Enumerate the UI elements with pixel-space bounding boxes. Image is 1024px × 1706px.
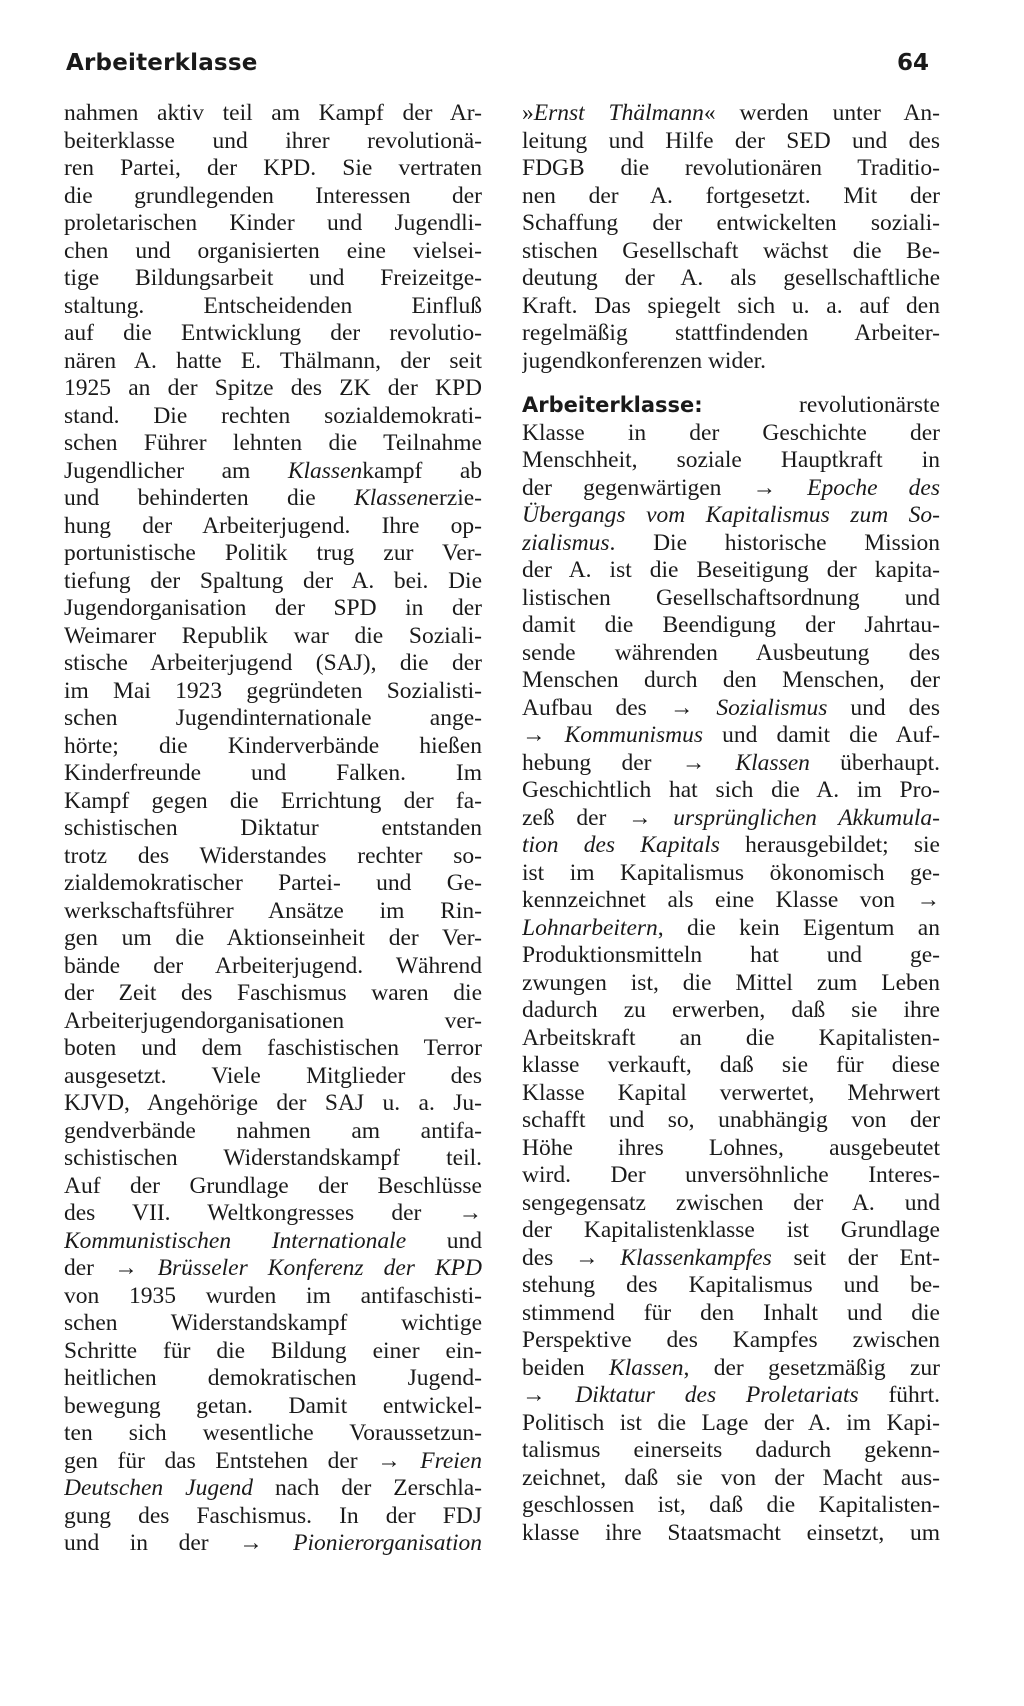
- text-line: nahmen aktiv teil am Kampf der Ar-: [64, 100, 482, 126]
- text-line: Aufbau des → Sozialismus und des: [522, 694, 940, 721]
- text-line: Menschen durch den Menschen, der: [522, 667, 940, 693]
- text-line: talismus einerseits dadurch gekenn-: [522, 1437, 940, 1463]
- text-line: Kraft. Das spiegelt sich u. a. auf den: [522, 292, 940, 319]
- text-line: gen für das Entstehen der → Freien: [64, 1447, 482, 1474]
- text-line: Perspektive des Kampfes zwischen: [522, 1327, 940, 1353]
- text-line: und behinderten die Klassenerzie-: [64, 485, 482, 511]
- text-line: Kampf gegen die Errichtung der fa-: [64, 787, 482, 814]
- text-line: stischen Gesellschaft wächst die Be-: [522, 237, 940, 264]
- text-line: Schritte für die Bildung einer ein-: [64, 1337, 482, 1364]
- text-line: bewegung getan. Damit entwickel-: [64, 1392, 482, 1419]
- text-line: geschlossen ist, daß die Kapitalisten-: [522, 1492, 940, 1518]
- text-line: schistischen Widerstandskampf teil.: [64, 1145, 482, 1171]
- text-line: im Mai 1923 gegründeten Sozialisti-: [64, 677, 482, 704]
- text-line: ten sich wesentliche Voraussetzun-: [64, 1420, 482, 1446]
- text-line: beiden Klassen, der gesetzmäßig zur: [522, 1354, 940, 1381]
- continued-entry: [522, 100, 940, 375]
- text-line: Geschichtlich hat sich die A. im Pro-: [522, 777, 940, 803]
- text-line: stimmend für den Inhalt und die: [522, 1299, 940, 1326]
- text-line: wird. Der unversöhnliche Interes-: [522, 1162, 940, 1188]
- text-line: nären A. hatte E. Thälmann, der seit: [64, 347, 482, 374]
- text-line: trotz des Widerstandes rechter so-: [64, 842, 482, 869]
- text-line: hung der Arbeiterjugend. Ihre op-: [64, 512, 482, 539]
- entry-first-line-text: revolutionärste: [799, 392, 940, 418]
- text-line: die grundlegenden Interessen der: [64, 182, 482, 209]
- text-line: der A. ist die Beseitigung der kapita-: [522, 557, 940, 583]
- text-line: regelmäßig stattfindenden Arbeiter-: [522, 320, 940, 346]
- text-line: jugendkonferenzen wider.: [522, 347, 767, 374]
- text-line: tion des Kapitals herausgebildet; sie: [522, 832, 940, 858]
- text-line: Weimarer Republik war die Soziali-: [64, 622, 482, 649]
- entry-body: [522, 420, 940, 1548]
- text-line: der gegenwärtigen → Epoche des: [522, 474, 940, 501]
- text-line: stand. Die rechten sozialdemokrati-: [64, 402, 482, 429]
- text-line: Klasse Kapital verwertet, Mehrwert: [522, 1079, 940, 1106]
- text-line: Übergangs vom Kapitalismus zum So-: [522, 502, 940, 528]
- text-line: chen und organisierten eine vielsei-: [64, 237, 482, 264]
- text-line: beiterklasse und ihrer revolutionä-: [64, 127, 482, 154]
- text-line: ist im Kapitalismus ökonomisch ge-: [522, 859, 940, 886]
- text-line: hörte; die Kinderverbände hießen: [64, 732, 482, 759]
- text-line: Jugendlicher am Klassenkampf ab: [64, 457, 482, 484]
- text-line: dadurch zu erwerben, daß sie ihre: [522, 997, 940, 1023]
- text-line: und in der → Pionierorganisation: [64, 1530, 482, 1556]
- text-line: »Ernst Thälmann« werden unter An-: [522, 100, 940, 126]
- text-line: zeichnet, daß sie von der Macht aus-: [522, 1464, 940, 1491]
- text-line: → Diktatur des Proletariats führt.: [522, 1382, 940, 1408]
- text-line: stehung des Kapitalismus und be-: [522, 1272, 940, 1298]
- text-line: Höhe ihres Lohnes, ausgebeutet: [522, 1134, 940, 1161]
- text-line: gung des Faschismus. In der FDJ: [64, 1502, 482, 1529]
- text-line: KJVD, Angehörige der SAJ u. a. Ju-: [64, 1090, 482, 1116]
- text-line: hebung der → Klassen überhaupt.: [522, 749, 940, 776]
- text-line: Deutschen Jugend nach der Zerschla-: [64, 1475, 482, 1501]
- text-line: proletarischen Kinder und Jugendli-: [64, 210, 482, 236]
- text-line: Arbeitskraft an die Kapitalisten-: [522, 1024, 940, 1051]
- text-line: auf die Entwicklung der revolutio-: [64, 320, 482, 346]
- text-line: staltung. Entscheidenden Einfluß: [64, 292, 482, 319]
- text-line: bände der Arbeiterjugend. Während: [64, 952, 482, 979]
- text-line: → Kommunismus und damit die Auf-: [522, 722, 940, 748]
- text-line: deutung der A. als gesellschaftliche: [522, 265, 940, 291]
- text-line: schistischen Diktatur entstanden: [64, 815, 482, 841]
- text-line: schafft und so, unabhängig von der: [522, 1107, 940, 1133]
- text-line: tiefung der Spaltung der A. bei. Die: [64, 567, 482, 594]
- text-line: Kinderfreunde und Falken. Im: [64, 760, 482, 786]
- text-line: gendverbände nahmen am antifa-: [64, 1117, 482, 1144]
- text-line: zialdemokratischer Partei- und Ge-: [64, 870, 482, 896]
- text-line: Klasse in der Geschichte der: [522, 419, 940, 446]
- text-line: Schaffung der entwickelten soziali-: [522, 210, 940, 236]
- text-line: Jugendorganisation der SPD in der: [64, 595, 482, 621]
- text-line: klasse verkauft, daß sie für diese: [522, 1052, 940, 1078]
- page-number: 64: [896, 50, 929, 76]
- text-line: sengegensatz zwischen der A. und: [522, 1189, 940, 1216]
- text-line: leitung und Hilfe der SED und des: [522, 127, 940, 154]
- text-line: Kommunistischen Internationale und: [64, 1227, 482, 1254]
- entry-headline: [522, 392, 940, 420]
- text-line: portunistische Politik trug zur Ver-: [64, 540, 482, 566]
- text-line: Auf der Grundlage der Beschlüsse: [64, 1172, 482, 1199]
- text-line: zialismus. Die historische Mission: [522, 529, 940, 556]
- text-line: Arbeiterjugendorganisationen ver-: [64, 1007, 482, 1034]
- text-line: schen Widerstandskampf wichtige: [64, 1310, 482, 1336]
- text-line: nen der A. fortgesetzt. Mit der: [522, 182, 940, 209]
- text-line: von 1935 wurden im antifaschisti-: [64, 1282, 482, 1309]
- text-line: damit die Beendigung der Jahrtau-: [522, 612, 940, 638]
- text-line: schen Jugendinternationale ange-: [64, 705, 482, 731]
- text-line: tige Bildungsarbeit und Freizeitge-: [64, 265, 482, 291]
- text-line: klasse ihre Staatsmacht einsetzt, um: [522, 1519, 940, 1546]
- text-line: ren Partei, der KPD. Sie vertraten: [64, 155, 482, 181]
- text-line: des → Klassenkampfes seit der Ent-: [522, 1244, 940, 1271]
- left-column: [64, 100, 482, 1558]
- right-column: [522, 100, 940, 1547]
- text-line: heitlichen demokratischen Jugend-: [64, 1365, 482, 1391]
- entry-spacer: [522, 375, 940, 392]
- text-line: der → Brüsseler Konferenz der KPD: [64, 1255, 482, 1281]
- text-line: gen um die Aktionseinheit der Ver-: [64, 925, 482, 951]
- text-line: schen Führer lehnten die Teilnahme: [64, 430, 482, 456]
- text-line: der Kapitalistenklasse ist Grundlage: [522, 1217, 940, 1243]
- text-line: zeß der → ursprünglichen Akkumula-: [522, 804, 940, 831]
- entry-keyword: Arbeiterklasse:: [522, 393, 703, 417]
- text-line: ausgesetzt. Viele Mitglieder des: [64, 1062, 482, 1089]
- text-line: Produktionsmitteln hat und ge-: [522, 942, 940, 968]
- text-line: kennzeichnet als eine Klasse von →: [522, 887, 940, 913]
- text-line: stische Arbeiterjugend (SAJ), die der: [64, 650, 482, 676]
- text-line: der Zeit des Faschismus waren die: [64, 980, 482, 1006]
- text-line: Lohnarbeitern, die kein Eigentum an: [522, 914, 940, 941]
- running-header-title: Arbeiterklasse: [66, 50, 258, 76]
- text-line: boten und dem faschistischen Terror: [64, 1035, 482, 1061]
- text-line: Politisch ist die Lage der A. im Kapi-: [522, 1409, 940, 1436]
- text-line: werkschaftsführer Ansätze im Rin-: [64, 897, 482, 924]
- text-line: Menschheit, soziale Hauptkraft in: [522, 447, 940, 473]
- text-line: 1925 an der Spitze des ZK der KPD: [64, 375, 482, 401]
- text-line: sende währenden Ausbeutung des: [522, 639, 940, 666]
- text-line: des VII. Weltkongresses der →: [64, 1200, 482, 1226]
- text-line: listischen Gesellschaftsordnung und: [522, 584, 940, 611]
- text-line: zwungen ist, die Mittel zum Leben: [522, 969, 940, 996]
- text-line: FDGB die revolutionären Traditio-: [522, 155, 940, 181]
